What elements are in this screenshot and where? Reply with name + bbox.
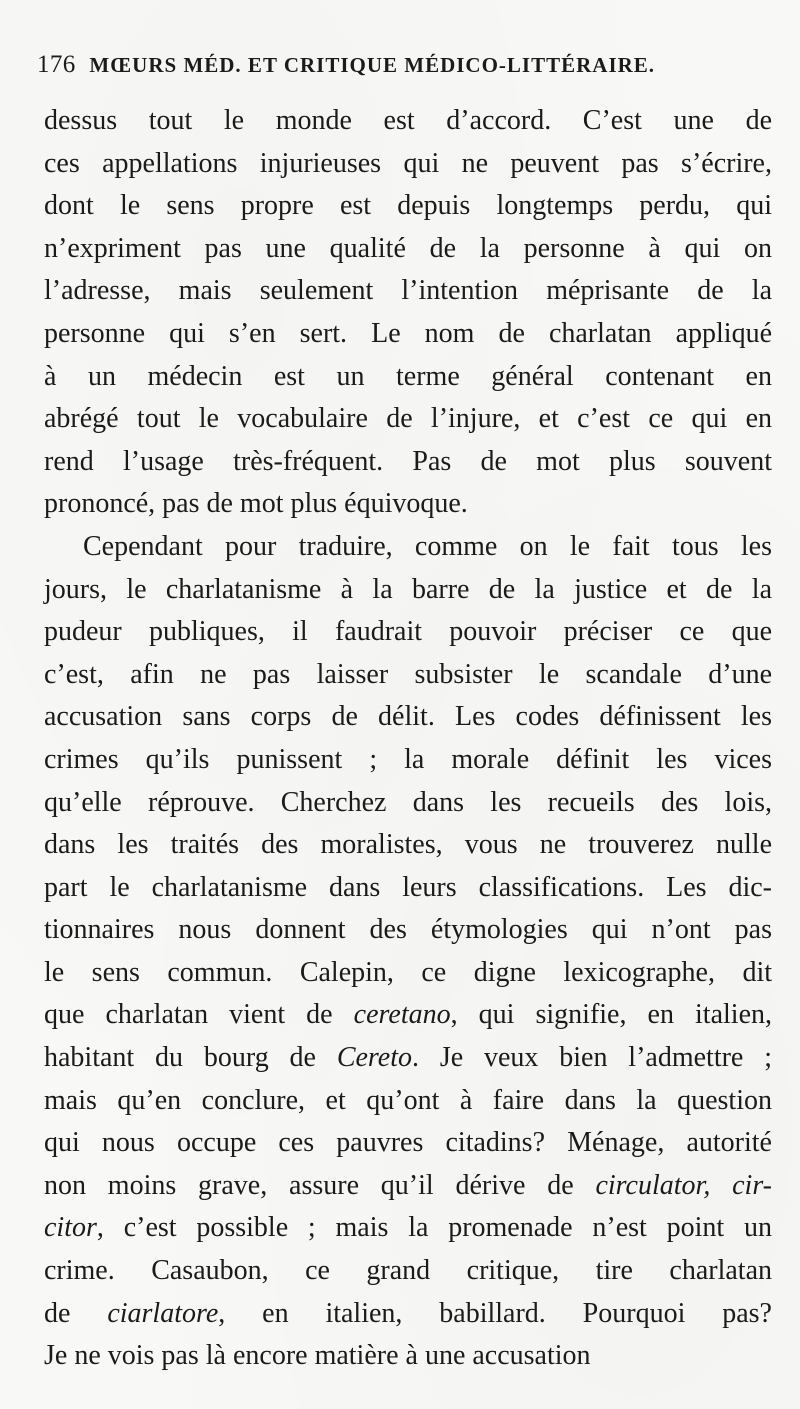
body-text bbox=[44, 100, 772, 1378]
text-line: tionnaires nous donnent des étymologies qui n’ont pas bbox=[44, 914, 772, 946]
text-line: mais qu’en conclure, et qu’ont à faire dans la question bbox=[44, 1084, 772, 1116]
text-line: jours, le charlatanisme à la barre de la justice et de la bbox=[44, 573, 772, 605]
text-line: l’adresse, mais seulement l’intention méprisante de la bbox=[44, 275, 772, 307]
text-line: rend l’usage très-fréquent. Pas de mot plus souvent bbox=[44, 445, 772, 477]
paragraph bbox=[44, 100, 772, 526]
paragraph bbox=[44, 526, 772, 1378]
italic-term: circulator, cir- bbox=[595, 1169, 772, 1201]
text-line: pudeur publiques, il faudrait pouvoir préciser ce que bbox=[44, 616, 772, 648]
text-line: personne qui s’en sert. Le nom de charlatan appliqué bbox=[44, 317, 772, 349]
text-line: que charlatan vient de ceretano, qui signifie, en italien, bbox=[44, 999, 772, 1031]
text-line: accusation sans corps de délit. Les codes définissent les bbox=[44, 701, 772, 733]
text-line: dans les traités des moralistes, vous ne trouverez nulle bbox=[44, 829, 772, 861]
text-line: citor, c’est possible ; mais la promenade n’est point un bbox=[44, 1212, 772, 1244]
text-line: ces appellations injurieuses qui ne peuvent pas s’écrire, bbox=[44, 147, 772, 179]
text-line: à un médecin est un terme général contenant en bbox=[44, 360, 772, 392]
text-line: le sens commun. Calepin, ce digne lexicographe, dit bbox=[44, 956, 772, 988]
italic-term: Cereto bbox=[336, 1042, 412, 1074]
text-line: non moins grave, assure qu’il dérive de circulator, cir- bbox=[44, 1169, 772, 1201]
text-line: qui nous occupe ces pauvres citadins? Ménage, autorité bbox=[44, 1127, 772, 1159]
running-head bbox=[37, 50, 767, 80]
text-line: dessus tout le monde est d’accord. C’est une de bbox=[44, 105, 772, 136]
text-line: part le charlatanisme dans leurs classifications. Les dic- bbox=[44, 871, 772, 903]
text-line: prononcé, pas de mot plus équivoque. bbox=[44, 488, 468, 520]
italic-term: ciarlatore bbox=[107, 1297, 219, 1329]
text-line: abrégé tout le vocabulaire de l’injure, et c’est ce qui en bbox=[44, 403, 772, 435]
text-line: n’expriment pas une qualité de la personne à qui on bbox=[44, 232, 772, 264]
page-number: 176 bbox=[37, 51, 76, 78]
text-line: qu’elle réprouve. Cherchez dans les recueils des lois, bbox=[44, 786, 772, 818]
text-line: crime. Casaubon, ce grand critique, tire charlatan bbox=[44, 1255, 772, 1287]
text-line: crimes qu’ils punissent ; la morale définit les vices bbox=[44, 743, 772, 775]
running-head-title: MŒURS MÉD. ET CRITIQUE MÉDICO-LITTÉRAIRE. bbox=[89, 53, 656, 77]
text-line: dont le sens propre est depuis longtemps perdu, qui bbox=[44, 190, 772, 222]
text-line: de ciarlatore, en italien, babillard. Pourquoi pas? bbox=[44, 1297, 772, 1329]
text-line: Je ne vois pas là encore matière à une accusation bbox=[44, 1340, 591, 1372]
text-line: c’est, afin ne pas laisser subsister le scandale d’une bbox=[44, 658, 772, 690]
text-line: Cependant pour traduire, comme on le fait tous les bbox=[83, 530, 772, 562]
italic-term: ceretano bbox=[353, 999, 451, 1031]
italic-term: citor bbox=[44, 1212, 97, 1244]
text-line: habitant du bourg de Cereto. Je veux bien l’admettre ; bbox=[44, 1042, 772, 1074]
